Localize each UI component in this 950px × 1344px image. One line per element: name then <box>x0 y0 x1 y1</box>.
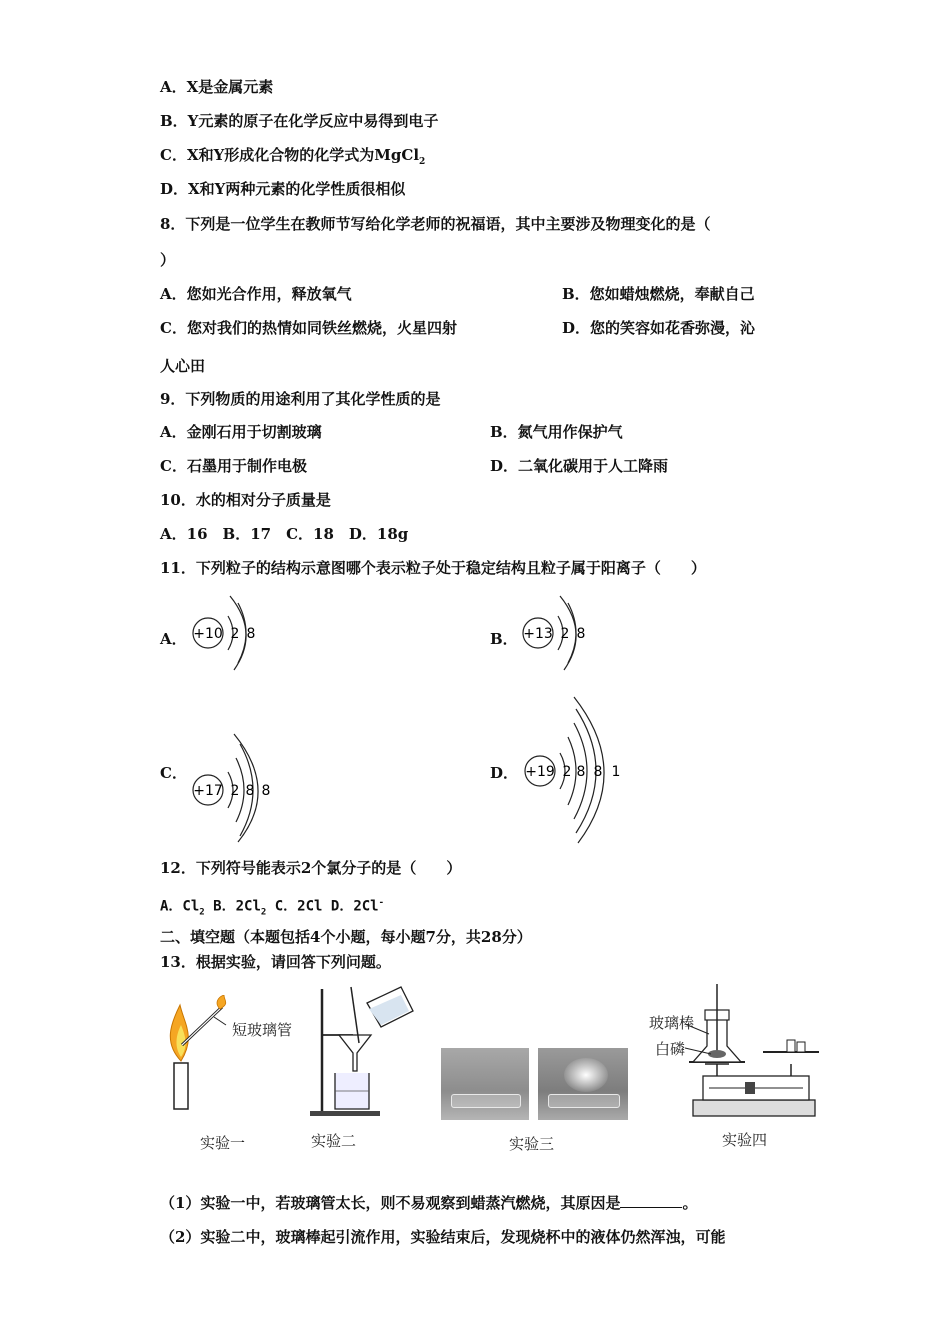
nucleus-b: +13 <box>523 626 553 642</box>
q12-stem: 12．下列符号能表示2个氯分子的是（ ） <box>160 859 462 877</box>
shell-b-2: 8 <box>576 626 586 642</box>
q7-option-c-sub: 2 <box>419 157 426 167</box>
candle-icon <box>174 1063 188 1109</box>
q13-stem: 13．根据实验，请回答下列问题。 <box>160 953 391 971</box>
stand-base-icon <box>310 1111 380 1116</box>
q9-option-b: B．氮气用作保护气 <box>490 423 623 441</box>
q8-stem-end: ） <box>160 251 176 269</box>
experiment-3-photo-1 <box>441 1048 529 1120</box>
q7-option-c-text: C．X和Y形成化合物的化学式为MgCl <box>160 146 420 164</box>
section-title: 二、填空题（本题包括4个小题，每小题7分，共28分） <box>160 928 532 946</box>
answer-blank[interactable] <box>620 1193 682 1208</box>
fig4-label-rod: 玻璃棒 <box>649 1014 695 1032</box>
q12-option-b-sub: 2 <box>260 907 267 918</box>
shell-a-1: 2 <box>230 626 240 642</box>
q11-label-a: A． <box>160 630 187 648</box>
fig4-label-phosphorus: 白磷 <box>655 1040 686 1058</box>
q7-option-b: B．Y元素的原子在化学反应中易得到电子 <box>160 112 439 130</box>
fig1-label-tube: 短玻璃管 <box>232 1021 293 1039</box>
q11-stem: 11．下列粒子的结构示意图哪个表示粒子处于稳定结构且粒子属于阳离子（ ） <box>160 559 706 577</box>
shell-d-4: 1 <box>611 764 621 780</box>
experiment-4-figure <box>645 980 820 1120</box>
q7-option-c <box>160 145 425 172</box>
q8-option-c: C．您对我们的热情如同铁丝燃烧，火星四射 <box>160 319 457 337</box>
caption-experiment-3: 实验三 <box>509 1135 555 1153</box>
nucleus-a: +10 <box>193 626 223 642</box>
q12-option-a-sub: 2 <box>199 907 205 918</box>
q8-option-b: B．您如蜡烛燃烧，奉献自己 <box>562 285 755 303</box>
q11-label-d: D． <box>490 764 519 782</box>
caption-experiment-1: 实验一 <box>200 1134 246 1152</box>
q9-option-a: A．金刚石用于切割玻璃 <box>160 423 322 441</box>
caption-experiment-2: 实验二 <box>311 1132 357 1150</box>
q10-options: A．16 B．17 C．18 D．18g <box>160 525 409 543</box>
q13-sub2: （2）实验二中，玻璃棒起引流作用，实验结束后，发现烧杯中的液体仍然浑浊，可能 <box>160 1228 726 1246</box>
q9-option-d: D．二氧化碳用于人工降雨 <box>490 457 669 475</box>
atom-diagram-c <box>188 730 283 845</box>
atom-diagram-d <box>518 695 638 845</box>
q13-sub1 <box>160 1193 697 1213</box>
q8-option-d-cont: 人心田 <box>160 357 206 375</box>
q12-option-d-sup: - <box>378 898 385 908</box>
q13-sub1-end: 。 <box>682 1194 698 1212</box>
atom-diagram-a <box>188 588 268 673</box>
q8-option-a: A．您如光合作用，释放氧气 <box>160 285 352 303</box>
atom-diagram-b <box>518 588 598 673</box>
shell-a-2: 8 <box>246 626 256 642</box>
q11-label-b: B． <box>490 630 518 648</box>
q12-option-b: B．2Cl <box>213 898 261 915</box>
shell-d-3: 8 <box>593 764 603 780</box>
shell-b-1: 2 <box>560 626 570 642</box>
shell-c-3: 8 <box>261 783 271 799</box>
shell-d-2: 8 <box>576 764 586 780</box>
q13-sub1-text: （1）实验一中，若玻璃管太长，则不易观察到蜡蒸汽燃烧，其原因是 <box>160 1194 621 1212</box>
q8-stem: 8．下列是一位学生在教师节写给化学老师的祝福语，其中主要涉及物理变化的是（ <box>160 215 711 233</box>
balance-base-icon <box>693 1100 815 1116</box>
funnel-icon <box>339 1035 371 1071</box>
q12-option-c: C．2Cl <box>274 898 323 915</box>
shell-c-2: 8 <box>245 783 255 799</box>
experiment-1-figure <box>160 995 310 1115</box>
q12-option-d: D．2Cl <box>330 898 379 915</box>
nucleus-c: +17 <box>193 783 223 799</box>
shell-c-1: 2 <box>230 783 240 799</box>
experiment-2-figure <box>305 983 420 1118</box>
nucleus-d: +19 <box>525 764 555 780</box>
q11-label-c: C． <box>160 764 187 782</box>
q7-option-a: A．X是金属元素 <box>160 78 274 96</box>
q12-options <box>160 893 384 922</box>
q9-stem: 9．下列物质的用途利用了其化学性质的是 <box>160 390 441 408</box>
q9-option-c: C．石墨用于制作电极 <box>160 457 307 475</box>
experiment-3-photo-2 <box>538 1048 628 1120</box>
q7-option-d: D．X和Y两种元素的化学性质很相似 <box>160 180 406 198</box>
caption-experiment-4: 实验四 <box>722 1131 768 1149</box>
q12-option-a: A．Cl <box>160 898 200 915</box>
q8-option-d: D．您的笑容如花香弥漫，沁 <box>562 319 756 337</box>
q10-stem: 10．水的相对分子质量是 <box>160 491 331 509</box>
shell-d-1: 2 <box>562 764 572 780</box>
